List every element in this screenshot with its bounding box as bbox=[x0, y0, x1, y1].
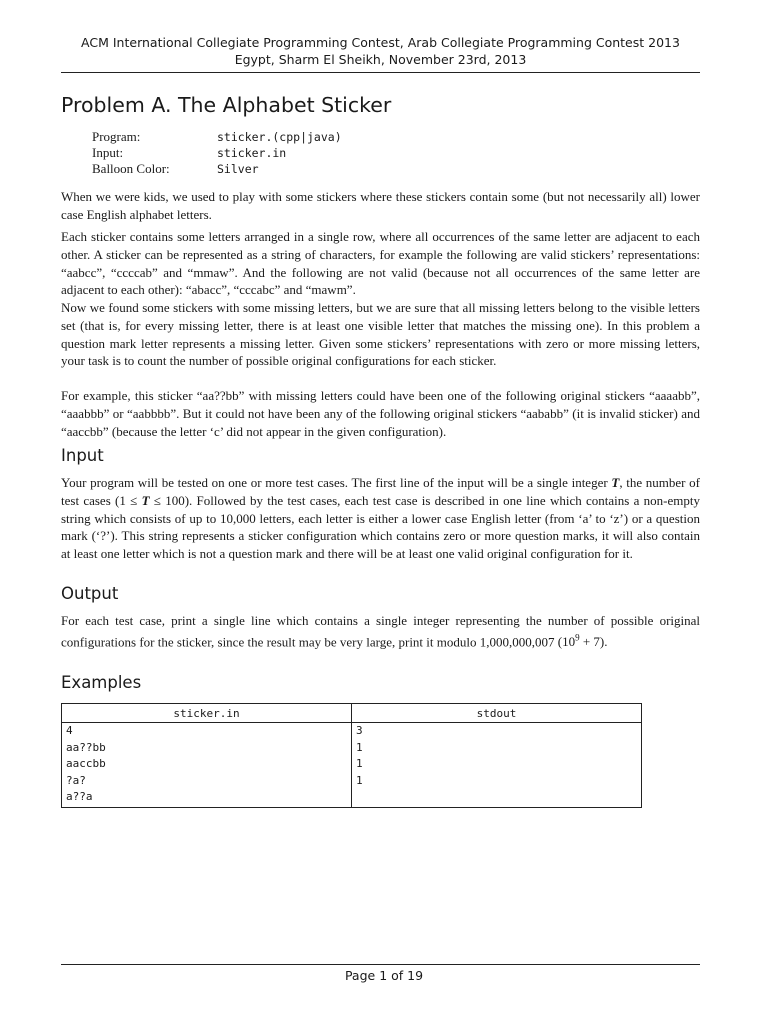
statement-paragraph-4: For example, this sticker “aa??bb” with missing letters could have been one of the following original stickers “aaaabb”, “aaabbb” or “aabbbb”. But it could not have been any of the following original stickers “aababb” (it is invalid sticker) and “aaccbb” (because the letter ‘c’ did not appear in the given configuration). bbox=[61, 388, 700, 439]
output-description-block bbox=[61, 612, 700, 651]
input-line: ?a? bbox=[66, 773, 86, 787]
input-lead-text: Your program will be tested on one or more test cases. The first line of the input will be a single integer bbox=[61, 475, 608, 490]
output-line: 1 bbox=[356, 740, 363, 754]
header-divider bbox=[61, 72, 700, 73]
examples-heading: Examples bbox=[61, 673, 142, 692]
header-contest-line: ACM International Collegiate Programming Contest, Arab Collegiate Programming Contest 2013 bbox=[81, 35, 680, 50]
problem-title: Problem A. The Alphabet Sticker bbox=[61, 93, 392, 117]
output-line: 1 bbox=[356, 773, 363, 787]
col-header-input: sticker.in bbox=[62, 704, 352, 723]
meta-balloon-row bbox=[92, 161, 342, 177]
meta-program-label: Program: bbox=[92, 129, 141, 144]
page-number: Page 1 of 19 bbox=[344, 968, 424, 983]
meta-program-value: sticker.(cpp|java) bbox=[217, 130, 342, 144]
output-line: 1 bbox=[356, 757, 363, 770]
input-mid-text-a: , the number of test cases (1 ≤ bbox=[61, 475, 700, 508]
statement-paragraph-2: Each sticker contains some letters arranged in a single row, where all occurrences of the same letter are adjacent to each other. A sticker can be represented as a string of characters, for example the following are valid stickers’ representations: “aabcc”, “ccccab” and “mmaw”. And the following are not valid (because not all occurrences of the same letter are adjacent to each other): “abacc”, “cccabc” and “mawm”. bbox=[61, 229, 700, 298]
meta-program-row bbox=[92, 129, 342, 145]
input-description-block bbox=[61, 474, 700, 563]
statement-paragraph-3: Now we found some stickers with some missing letters, but we are sure that all missing letters belong to the visible letters set (that is, for every missing letter, there is at least one visible letter that matches the missing one). In this problem a question mark letter represents a missing letter. Given some stickers’ representations with zero or more missing letters, your task is to count the number of possible original configurations for each sticker. bbox=[61, 300, 700, 369]
meta-balloon-label: Balloon Color: bbox=[92, 161, 170, 176]
statement-paragraph-2-block bbox=[61, 228, 700, 299]
output-heading: Output bbox=[61, 584, 119, 603]
input-line: aaccbb bbox=[66, 757, 106, 770]
input-mid-text-b: ≤ 100). Followed by the test cases, each test case is described in one line which contains a non-empty string which consists of up to 10,000 letters, each letter is either a lower case English letter (from ‘a’ to ‘z’) or a question mark (‘?’). This string represents a sticker configuration which contains zero or more question marks, it will also contain at least one letter which is not a question mark and there will be at least one valid original configuration for it. bbox=[61, 492, 700, 562]
examples-body-row bbox=[62, 723, 642, 808]
input-heading: Input bbox=[61, 446, 104, 465]
page-header bbox=[61, 34, 700, 68]
variable-t-bound: T bbox=[141, 492, 150, 508]
meta-input-row bbox=[92, 145, 342, 161]
problem-meta bbox=[92, 129, 342, 177]
output-description bbox=[61, 612, 700, 651]
statement-paragraph-1-block bbox=[61, 188, 700, 224]
input-line: 4 bbox=[66, 724, 73, 737]
col-header-output: stdout bbox=[352, 704, 642, 723]
statement-paragraph-4-block bbox=[61, 387, 700, 440]
input-description bbox=[61, 474, 700, 563]
input-line: a??a bbox=[66, 790, 93, 803]
statement-paragraph-3-block bbox=[61, 299, 700, 370]
examples-table bbox=[61, 703, 642, 808]
footer-divider bbox=[61, 964, 700, 965]
meta-input-label: Input: bbox=[92, 145, 124, 160]
examples-header-row bbox=[62, 704, 642, 723]
formula-tail: + 7). bbox=[579, 634, 608, 650]
example-input-cell bbox=[62, 723, 352, 808]
variable-t: T bbox=[611, 475, 620, 490]
formula-base: (10 bbox=[557, 634, 576, 650]
example-output-cell bbox=[352, 723, 642, 808]
input-line: aa??bb bbox=[66, 740, 106, 754]
formula-exponent: 9 bbox=[575, 632, 580, 643]
modulo-formula bbox=[558, 634, 608, 649]
output-text: For each test case, print a single line which contains a single integer representing the number of possible original configurations for the sticker, since the result may be very large, print it modulo 1,000,000,007 bbox=[61, 613, 700, 650]
output-line: 3 bbox=[356, 724, 363, 737]
meta-balloon-value: Silver bbox=[217, 162, 259, 176]
header-location-line: Egypt, Sharm El Sheikh, November 23rd, 2013 bbox=[234, 52, 527, 67]
statement-paragraph-1: When we were kids, we used to play with some stickers where these stickers contain some (but not necessarily all) lower case English alphabet letters. bbox=[61, 189, 700, 222]
meta-input-value: sticker.in bbox=[217, 146, 287, 160]
